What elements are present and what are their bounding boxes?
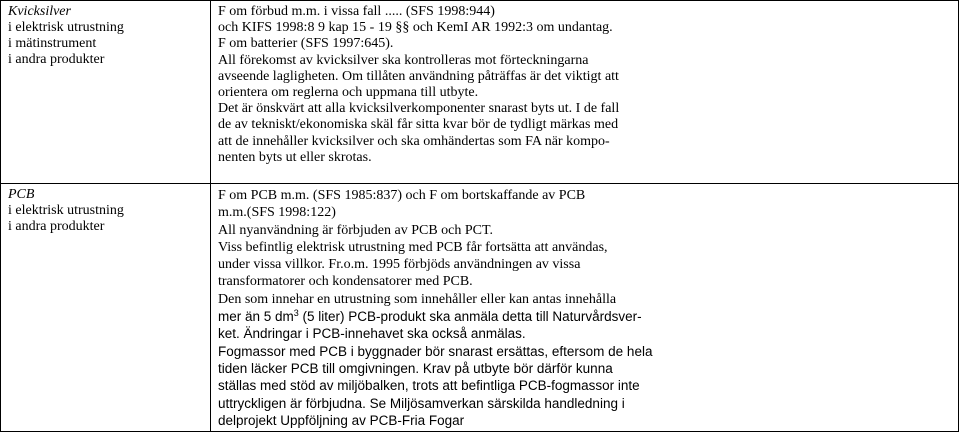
regulation-text-line: de av tekniskt/ekonomiska skäl får sitta kvar bör de tydligt märkas med (218, 117, 619, 133)
regulation-text-line: delprojekt Uppföljning av PCB-Fria Fogar (218, 412, 465, 428)
regulation-text-cell (211, 184, 959, 432)
regulation-text-line: och KIFS 1998:8 9 kap 15 - 19 §§ och KemI AR 1992:3 om undantag. (218, 20, 613, 36)
volume-requirement-line (218, 308, 953, 325)
regulation-text-line: F om PCB m.m. (SFS 1985:837) och F om bortskaffande av PCB (218, 188, 586, 203)
regulation-text-line: orientera om reglerna och uppmana till utbyte. (218, 85, 479, 101)
regulation-text-line: uttryckligen är förbjudna. Se Miljösamverkan särskilda handledning i (218, 395, 625, 411)
regulation-text-line: F om förbud m.m. i vissa fall ..... (SFS 1998:944) (218, 4, 495, 19)
regulation-text-line: tiden läcker PCB till omgivningen. Krav på utbyte bör därför kunna (218, 360, 613, 376)
regulation-text-line: att de innehåller kvicksilver och ska omhändertas som FA när kompo- (218, 133, 610, 149)
substance-use: i elektrisk utrustning (8, 20, 124, 35)
regulation-text-line: Det är önskvärt att alla kvicksilverkomponenter snarast byts ut. I de fall (218, 101, 620, 117)
regulation-text-line: under vissa villkor. Fr.o.m. 1995 förbjöds användningen av vissa (218, 257, 581, 273)
table-row-kvicksilver (1, 1, 959, 184)
regulation-text-line: m.m.(SFS 1998:122) (218, 205, 336, 221)
substance-cell (1, 184, 211, 432)
table-row-pcb (1, 184, 959, 432)
regulation-text-line: nenten byts ut eller skrotas. (218, 149, 372, 165)
substance-use: i andra produkter (8, 219, 105, 234)
substance-use: i mätinstrument (8, 36, 97, 51)
regulation-text-line: ställas med stöd av miljöbalken, trots att befintliga PCB-fogmassor inte (218, 378, 640, 394)
substance-name: PCB (8, 187, 35, 202)
substance-use: i elektrisk utrustning (8, 203, 124, 218)
regulation-text-line: All nyanvändning är förbjuden av PCB och PCT. (218, 222, 494, 238)
regulation-text-line: Fogmassor med PCB i byggnader bör snarast ersättas, eftersom de hela (218, 343, 653, 359)
substance-use: i andra produkter (8, 52, 105, 67)
regulation-text-line: avseende lagligheten. Om tillåten användning påträffas är det viktigt att (218, 68, 619, 84)
substance-cell (1, 1, 211, 184)
regulation-text-line: Viss befintlig elektrisk utrustning med PCB får fortsätta att användas, (218, 239, 608, 255)
volume-text-before: mer än 5 dm (218, 309, 294, 325)
volume-exponent: 3 (293, 308, 299, 319)
regulation-text-line: ket. Ändringar i PCB-innehavet ska också anmälas. (218, 326, 526, 342)
regulation-text-line: F om batterier (SFS 1997:645). (218, 36, 394, 52)
regulation-text-cell (211, 1, 959, 184)
regulation-text-line: All förekomst av kvicksilver ska kontrolleras mot förteckningarna (218, 52, 589, 68)
regulation-text-line: Den som innehar en utrustning som innehåller eller kan antas innehålla (218, 291, 617, 307)
volume-text-after: (5 liter) PCB-produkt ska anmäla detta till Naturvårdsver- (298, 309, 642, 325)
regulation-text-line: transformatorer och kondensatorer med PCB. (218, 274, 473, 290)
substance-name: Kvicksilver (8, 4, 71, 19)
